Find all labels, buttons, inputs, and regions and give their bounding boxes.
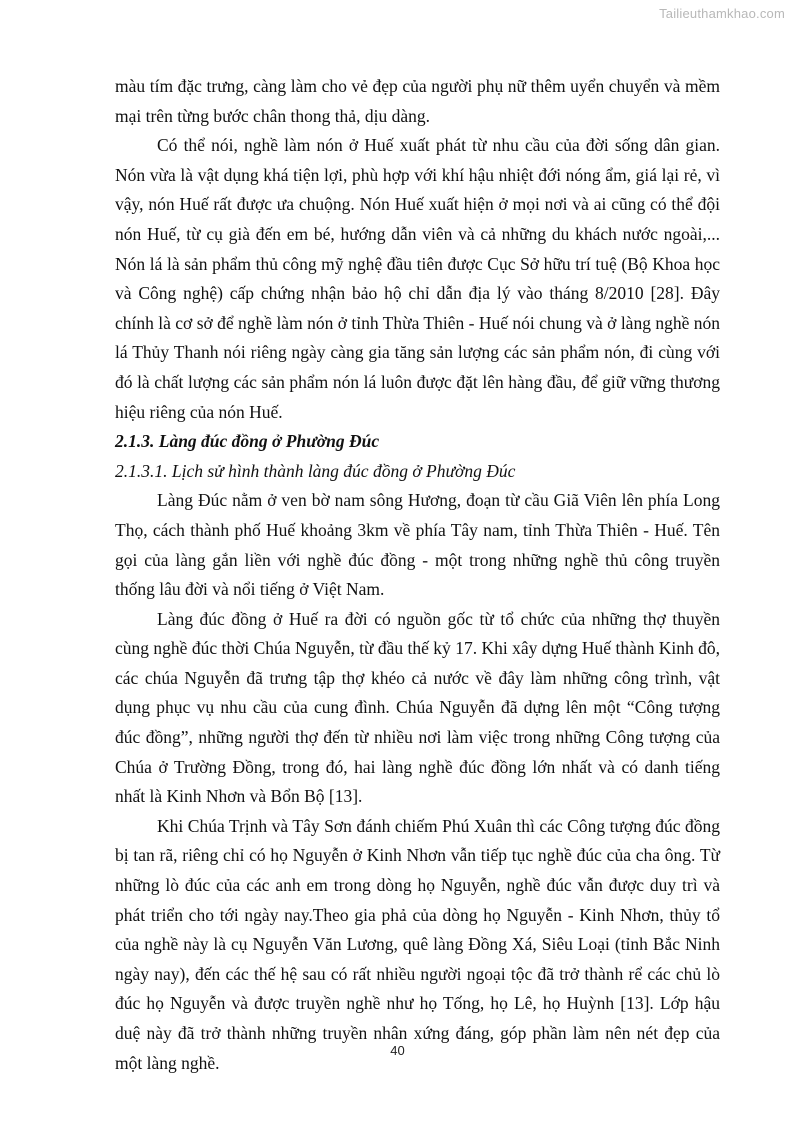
paragraph-continuation: màu tím đặc trưng, càng làm cho vẻ đẹp của người phụ nữ thêm uyển chuyển và mềm mại trên từng bước chân thong thả, dịu dàng. <box>115 76 720 126</box>
section-heading: 2.1.3. Làng đúc đồng ở Phường Đúc <box>115 431 380 452</box>
subsection-heading: 2.1.3.1. Lịch sử hình thành làng đúc đồng ở Phường Đúc <box>115 460 516 481</box>
watermark-text: Tailieuthamkhao.com <box>659 6 785 21</box>
paragraph-non-hue: Có thể nói, nghề làm nón ở Huế xuất phát từ nhu cầu của đời sống dân gian. Nón vừa là vật dụng khá tiện lợi, phù hợp với khí hậu nhiệt đới nóng ẩm, giá lại rẻ, vì vậy, nón Huế rất được ưa chuộng. Nón Huế xuất hiện ở mọi nơi và ai cũng có thể đội nón Huế, từ cụ già đến em bé, hướng dẫn viên và cả những du khách nước ngoài,... Nón lá là sản phẩm thủ công mỹ nghệ đầu tiên được Cục Sở hữu trí tuệ (Bộ Khoa học và Công nghệ) cấp chứng nhận bảo hộ chỉ dẫn địa lý vào tháng 8/2010 [28]. Đây chính là cơ sở để nghề làm nón ở tỉnh Thừa Thiên - Huế nói chung và ở làng nghề nón lá Thủy Thanh nói riêng ngày càng gia tăng sản lượng các sản phẩm nón, đi cùng với đó là chất lượng các sản phẩm nón lá luôn được đặt lên hàng đầu, để giữ vững thương hiệu riêng của nón Huế. <box>115 135 720 422</box>
document-body <box>115 72 720 1078</box>
paragraph-lang-duc: Làng Đúc nằm ở ven bờ nam sông Hương, đoạn từ cầu Giã Viên lên phía Long Thọ, cách thành phố Huế khoảng 3km về phía Tây nam, tỉnh Thừa Thiên - Huế. Tên gọi của làng gắn liền với nghề đúc đồng - một trong những nghề thủ công truyền thống lâu đời và nổi tiếng ở Việt Nam. <box>115 490 720 600</box>
page-number: 40 <box>390 1043 405 1058</box>
paragraph-history: Khi Chúa Trịnh và Tây Sơn đánh chiếm Phú Xuân thì các Công tượng đúc đồng bị tan rã, riêng chỉ có họ Nguyễn ở Kinh Nhơn vẫn tiếp tục nghề đúc của cha ông. Từ những lò đúc của các anh em trong dòng họ Nguyễn, nghề đúc vẫn được duy trì và phát triển cho tới ngày nay.Theo gia phả của dòng họ Nguyễn - Kinh Nhơn, thủy tổ của nghề này là cụ Nguyễn Văn Lương, quê làng Đồng Xá, Siêu Loại (tỉnh Bắc Ninh ngày nay), đến các thế hệ sau có rất nhiều người ngoại tộc đã trở thành rể các chủ lò đúc họ Nguyễn và được truyền nghề như họ Tống, họ Lê, họ Huỳnh [13]. Lớp hậu duệ này đã trở thành những truyền nhân xứng đáng, góp phần làm nên nét đẹp của một làng nghề. <box>115 815 720 1073</box>
paragraph-origin: Làng đúc đồng ở Huế ra đời có nguồn gốc từ tổ chức của những thợ thuyền cùng nghề đúc thời Chúa Nguyễn, từ đầu thế kỷ 17. Khi xây dựng Huế thành Kinh đô, các chúa Nguyễn đã trưng tập thợ khéo cả nước về đây làm những công trình, vật dụng phục vụ nhu cầu của cung đình. Chúa Nguyễn đã dựng lên một “Công tượng đúc đồng”, những người thợ đến từ nhiều nơi làm việc trong những Công tượng của Chúa ở Trường Đồng, trong đó, hai làng nghề đúc đồng lớn nhất và có danh tiếng nhất là Kinh Nhơn và Bổn Bộ [13]. <box>115 608 720 807</box>
